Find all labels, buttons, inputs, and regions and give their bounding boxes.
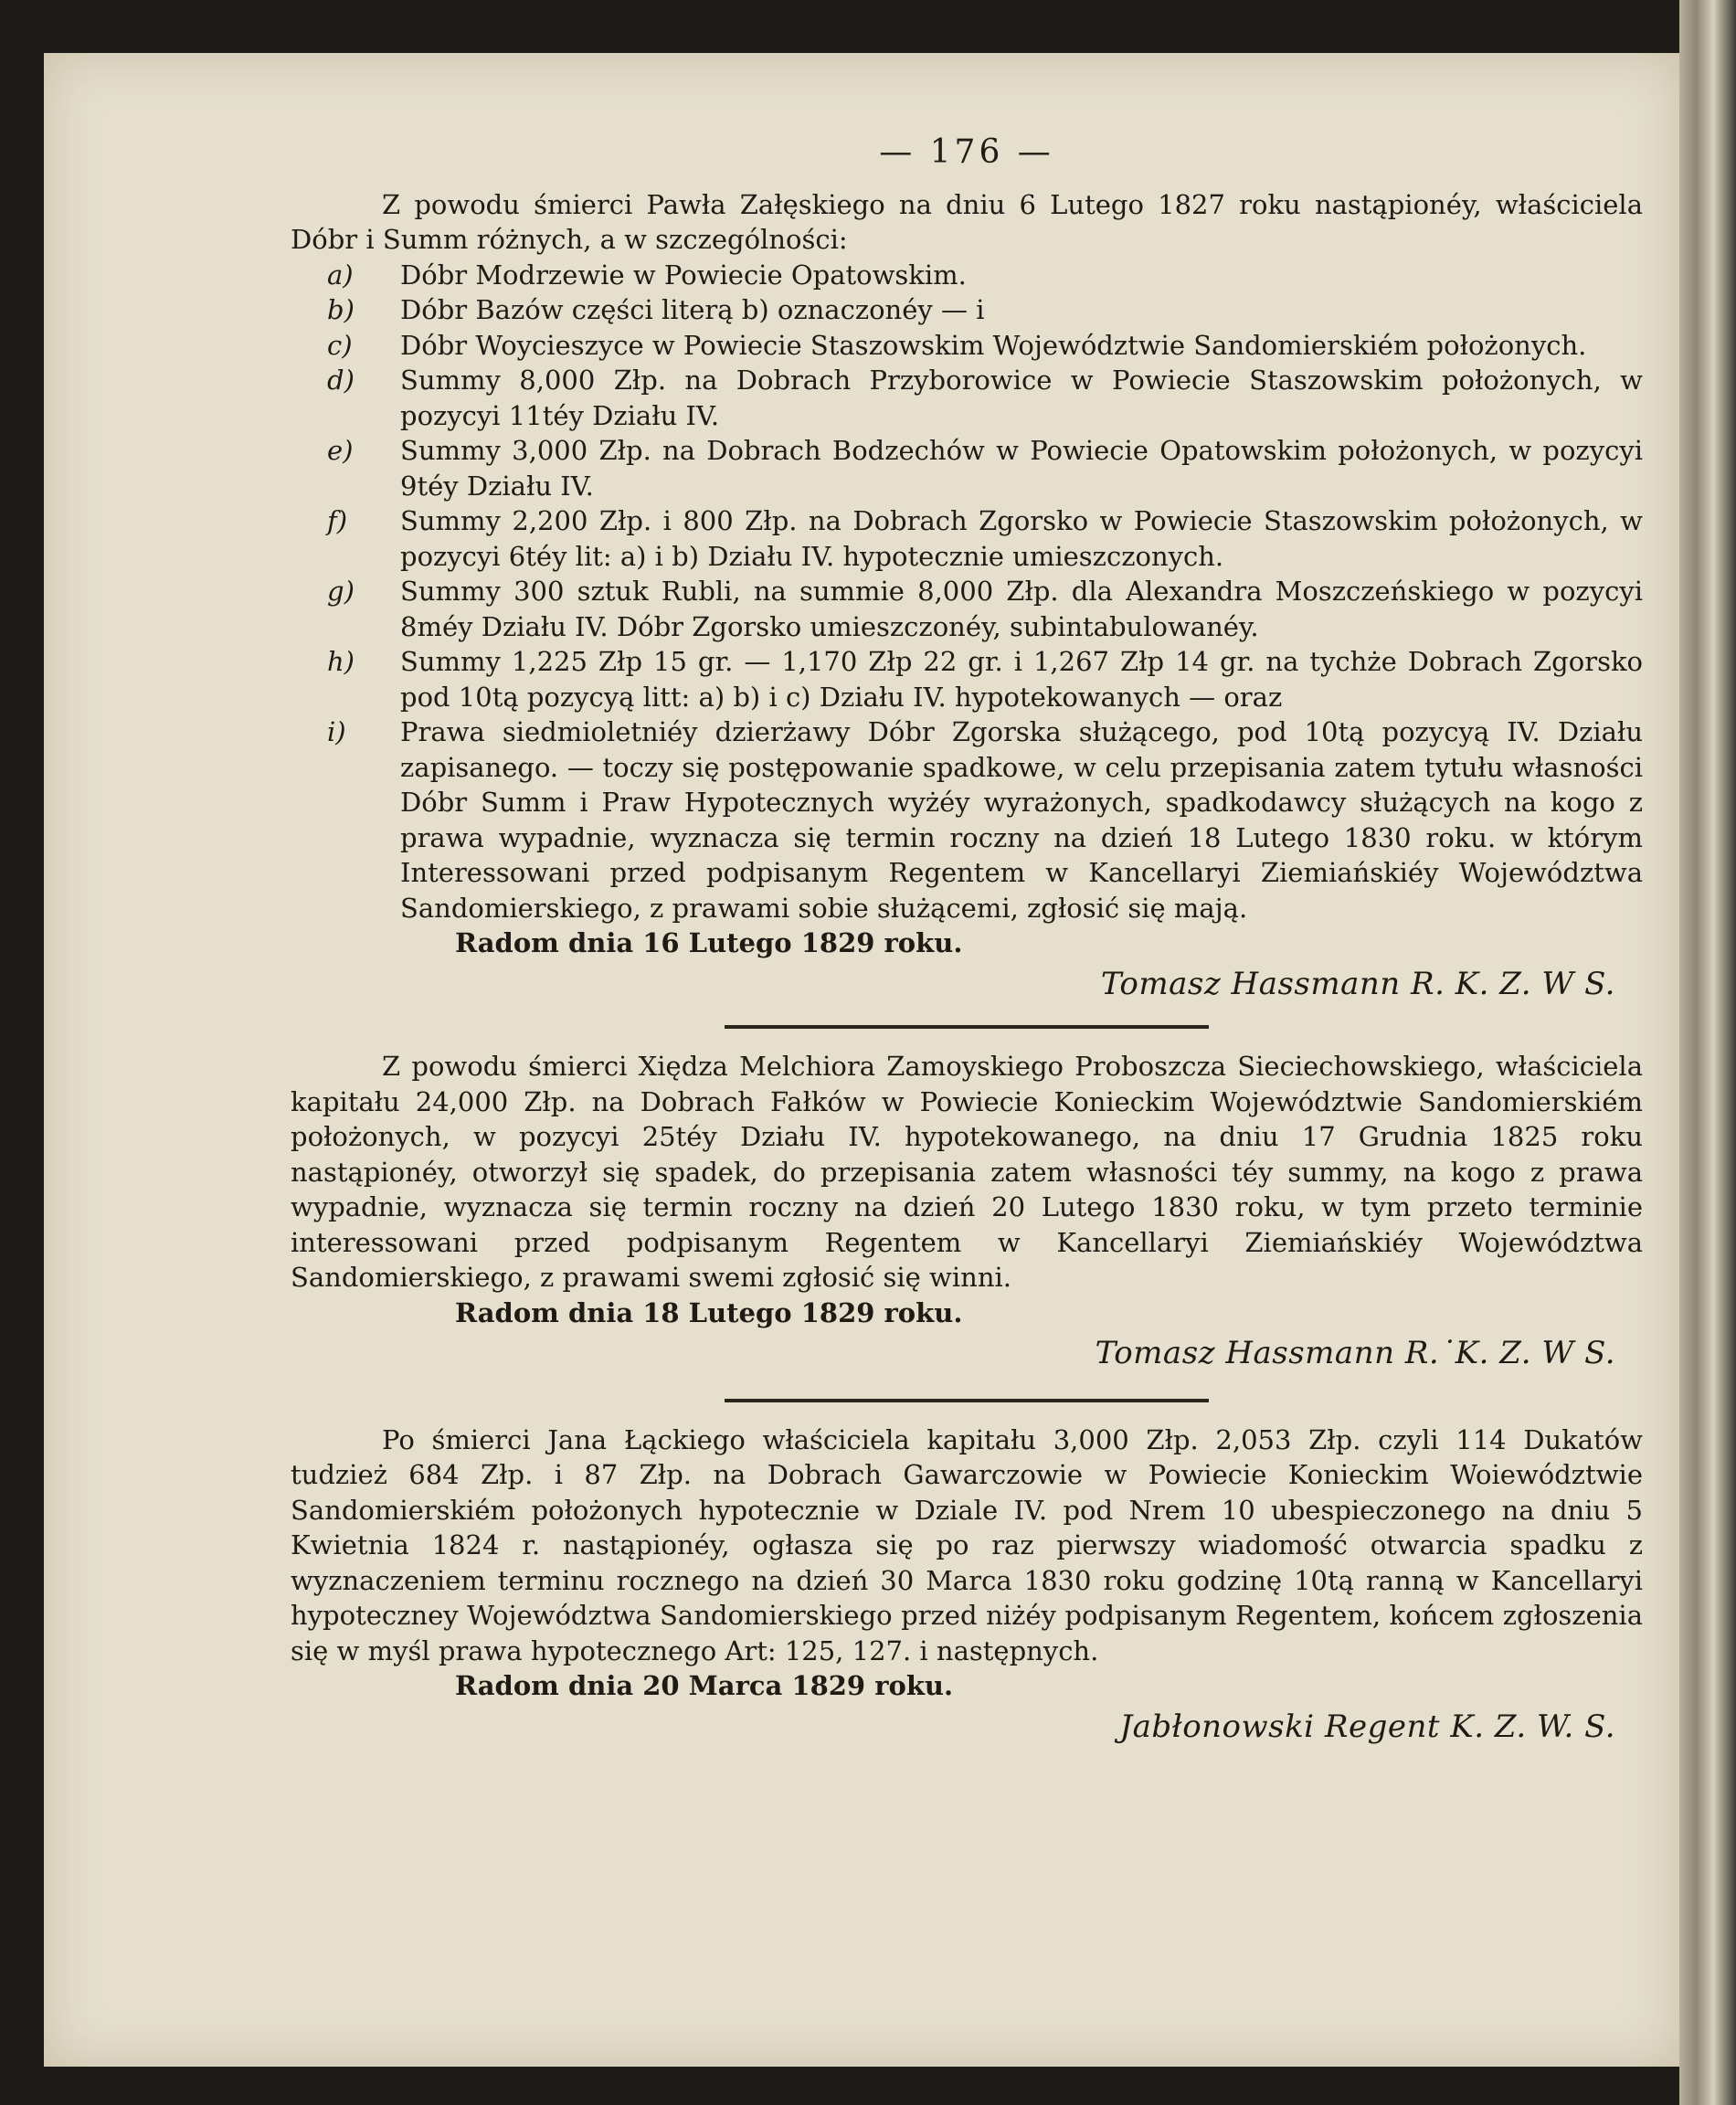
list-item <box>291 433 1643 503</box>
item-letter: c) <box>327 329 353 361</box>
notice-body: Po śmierci Jana Łąckiego właściciela kapitału 3,000 Złp. 2,053 Złp. czyli 114 Dukatów tudzież 684 Złp. i 87 Złp. na Dobrach Gawarczowie w Powiecie Konieckim Woiewództwie Sandomierskiém położonych hypotecznie w Dziale IV. pod Nrem 10 ubespieczonego na dniu 5 Kwietnia 1824 r. nastąpionéy, ogłasza się po raz pierwszy wiadomość otwarcia spadku z wyznaczeniem terminu rocznego na dzień 30 Marca 1830 roku godzinę 10tą ranną w Kancellaryi hypoteczney Województwa Sandomierskiego przed niżéy podpisanym Regentem, końcem zgłoszenia się w myśl prawa hypotecznego Art: 125, 127. i następnych. <box>291 1423 1643 1666</box>
item-letter: d) <box>327 365 355 396</box>
estate-list <box>291 258 1643 926</box>
page-number: — 176 — <box>879 133 1054 171</box>
item-text: Dóbr Modrzewie w Powiecie Opatowskim. <box>400 259 967 291</box>
notice-zamoyski <box>291 1049 1643 1371</box>
item-text: Dóbr Woycieszyce w Powiecie Staszowskim Województwie Sandomierskiém położonych. <box>400 329 1587 361</box>
item-letter: e) <box>327 435 354 466</box>
notice-intro: Z powodu śmierci Pawła Załęskiego na dniu 6 Lutego 1827 roku nastąpionéy, właściciela Dóbr i Summ różnych, a w szczególności: <box>291 188 1643 255</box>
page-content <box>291 135 1643 1744</box>
notice-zaleski <box>291 187 1643 1002</box>
item-text: Summy 1,225 Złp 15 gr. — 1,170 Złp 22 gr. i 1,267 Złp 14 gr. na tychże Dobrach Zgorsko pod 10tą pozycyą litt: a) b) i c) Działu IV. hypotekowanych — oraz <box>400 646 1643 713</box>
dateline: Radom dnia 20 Marca 1829 roku. <box>455 1670 954 1701</box>
list-item <box>291 292 1643 328</box>
item-text: Dóbr Bazów części literą b) oznaczonéy — i <box>400 294 985 325</box>
item-text: Summy 2,200 Złp. i 800 Złp. na Dobrach Zgorsko w Powiecie Staszowskim położonych, w pozycyi 6téy lit: a) i b) Działu IV. hypotecznie umieszczonych. <box>400 505 1643 572</box>
notice-lacki <box>291 1423 1643 1745</box>
book-page <box>44 53 1679 2067</box>
item-letter: g) <box>327 576 355 607</box>
list-item <box>291 714 1643 926</box>
item-letter: b) <box>327 294 355 325</box>
divider <box>725 1025 1209 1029</box>
item-text: Summy 8,000 Złp. na Dobrach Przyborowice w Powiecie Staszowskim położonych, w pozycyi 11téy Działu IV. <box>400 365 1643 431</box>
list-item <box>291 363 1643 433</box>
item-text: Prawa siedmioletniéy dzierżawy Dóbr Zgorska służącego, pod 10tą pozycyą IV. Działu zapisanego. — toczy się postępowanie spadkowe, w celu przepisania zatem tytułu własności Dóbr Summ i Praw Hypotecznych wyżéy wyrażonych, spadkodawcy służących na kogo z prawa wypadnie, wyznacza się termin roczny na dzień 18 Lutego 1830 roku. w którym Interessowani przed podpisanym Regentem w Kancellaryi Ziemiańskiéy Województwa Sandomierskiego, z prawami sobie służącemi, zgłosić się mają. <box>400 716 1643 924</box>
signature: Tomasz Hassmann R. K. Z. W S. <box>1100 965 1615 1002</box>
item-letter: f) <box>327 505 348 536</box>
list-item <box>291 644 1643 714</box>
list-item <box>291 503 1643 574</box>
signature: Jabłonowski Regent K. Z. W. S. <box>1119 1708 1615 1745</box>
notice-body: Z powodu śmierci Xiędza Melchiora Zamoyskiego Proboszcza Sieciechowskiego, właściciela kapitału 24,000 Złp. na Dobrach Fałków w Powiecie Konieckim Województwie Sandomierskiém położonych, w pozycyi 25téy Działu IV. hypotekowanego, na dniu 17 Grudnia 1825 roku nastąpionéy, otworzył się spadek, do przepisania zatem własności téy summy, na kogo z prawa wypadnie, wyznacza się termin roczny na dzień 20 Lutego 1830 roku, w tym przeto terminie interessowani przed podpisanym Regentem w Kancellaryi Ziemiańskiéy Województwa Sandomierskiego, z prawami swemi zgłosić się winni. <box>291 1051 1643 1293</box>
item-text: Summy 300 sztuk Rubli, na summie 8,000 Złp. dla Alexandra Moszczeńskiego w pozycyi 8méy Działu IV. Dóbr Zgorsko umieszczonéy, subintabulowanéy. <box>400 576 1643 642</box>
list-item <box>291 258 1643 293</box>
list-item <box>291 574 1643 644</box>
signature: Tomasz Hassmann R.˙K. Z. W S. <box>1095 1335 1615 1371</box>
dateline: Radom dnia 18 Lutego 1829 roku. <box>455 1296 963 1328</box>
list-item <box>291 328 1643 364</box>
scan-background-top <box>0 0 1679 53</box>
item-letter: h) <box>327 646 355 677</box>
item-letter: i) <box>327 716 346 747</box>
divider <box>725 1399 1209 1402</box>
item-letter: a) <box>327 259 354 291</box>
item-text: Summy 3,000 Złp. na Dobrach Bodzechów w Powiecie Opatowskim położonych, w pozycyi 9téy Działu IV. <box>400 435 1643 502</box>
book-gutter <box>1679 0 1736 2105</box>
dateline: Radom dnia 16 Lutego 1829 roku. <box>455 927 963 958</box>
